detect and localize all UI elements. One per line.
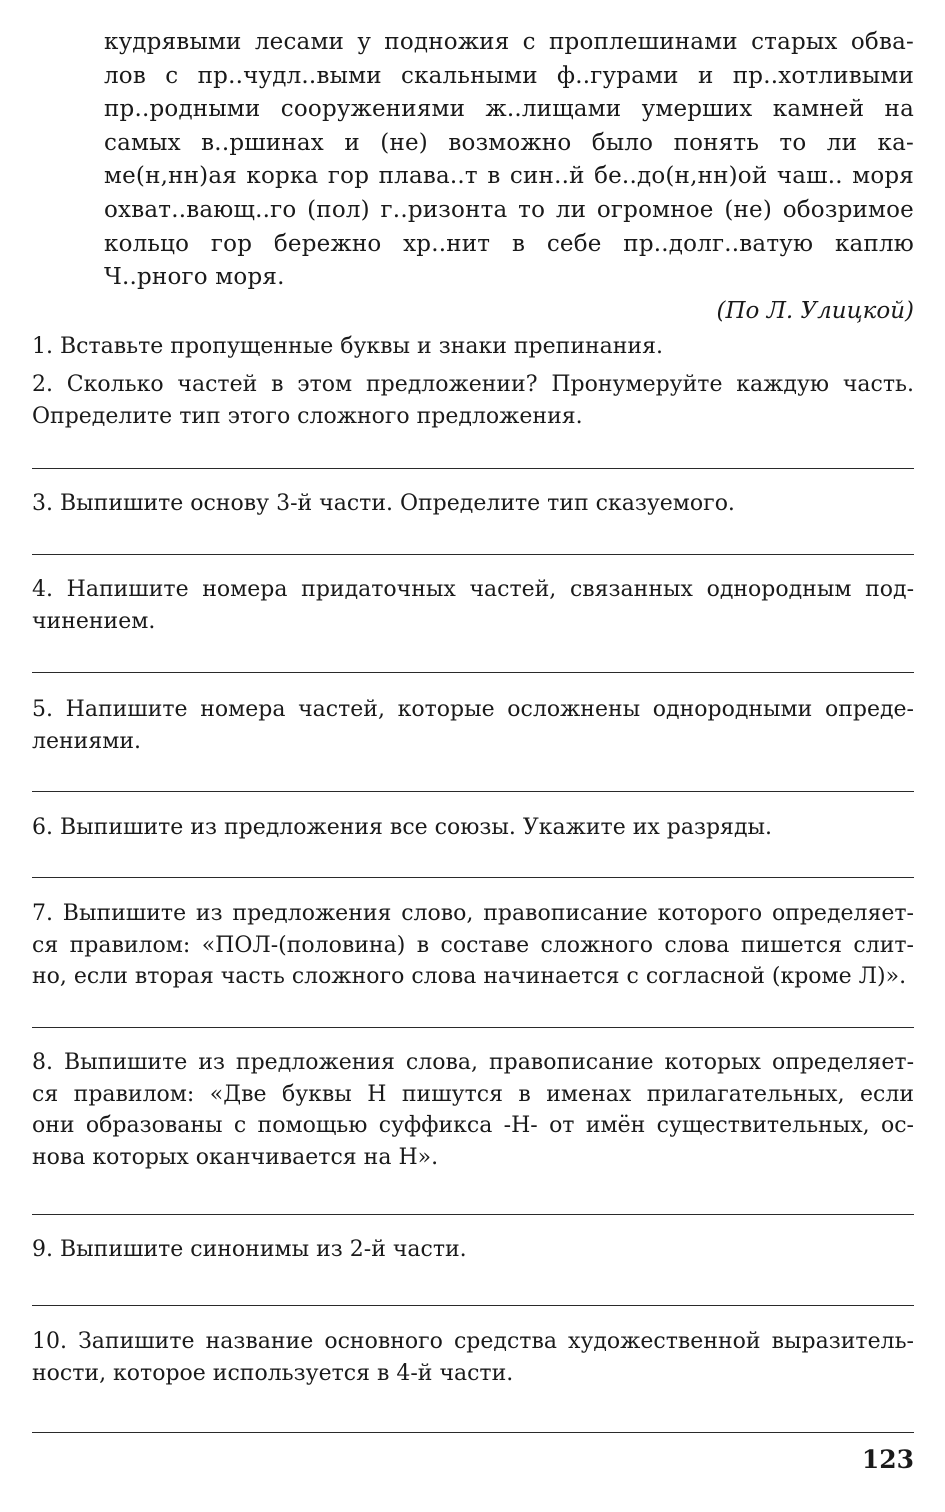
answer-line-8[interactable] (32, 1214, 914, 1215)
question-text: нова которых оканчивается на Н». (32, 1144, 439, 1170)
answer-line-9[interactable] (32, 1305, 914, 1306)
passage-line: кольцо гор бережно хр..нит в себе пр..долг..ватую каплю (104, 230, 914, 257)
passage-line: лов с пр..чудл..выми скальными ф..гурами и пр..хотливыми (104, 62, 914, 89)
question-text: 6. Выпишите из предложения все союзы. Укажите их разряды. (32, 815, 772, 840)
text-passage (104, 26, 914, 295)
question-text: 3. Выпишите основу 3-й части. Определите тип сказуемого. (32, 491, 735, 516)
question-text: 5. Напишите номера частей, которые осложнены однородными опреде- (32, 697, 914, 722)
passage-line: Ч..рного моря. (104, 264, 285, 291)
question-text: 2. Сколько частей в этом предложении? Пронумеруйте каждую часть. (32, 372, 914, 397)
question-6 (32, 812, 914, 844)
answer-line-6[interactable] (32, 877, 914, 878)
question-text: чинением. (32, 608, 156, 634)
question-text: 1. Вставьте пропущенные буквы и знаки препинания. (32, 334, 663, 359)
answer-line-7[interactable] (32, 1027, 914, 1028)
question-text: 8. Выпишите из предложения слова, правописание которых определяет- (32, 1050, 914, 1075)
question-text: они образованы с помощью суффикса -Н- от имён существительных, ос- (32, 1113, 914, 1138)
passage-line: кудрявыми лесами у подножия с проплешинами старых обва- (104, 29, 914, 55)
question-5 (32, 694, 914, 757)
question-text: Определите тип этого сложного предложения. (32, 403, 583, 429)
passage-line: ме(н,нн)ая корка гор плава..т в син..й бе..до(н,нн)ой чаш.. моря (104, 163, 914, 190)
passage-line: охват..вающ..го (пол) г..ризонта то ли огромное (не) обозримое (104, 196, 914, 223)
question-7 (32, 898, 914, 993)
question-text: но, если вторая часть сложного слова начинается с согласной (кроме Л)». (32, 964, 907, 989)
question-3 (32, 488, 914, 520)
question-text: 10. Запишите название основного средства художественной выразитель- (32, 1329, 914, 1354)
page-number: 123 (861, 1445, 914, 1474)
question-4 (32, 574, 914, 637)
passage-line: пр..родными сооружениями ж..лищами умерших камней на (104, 96, 914, 123)
question-text: 4. Напишите номера придаточных частей, связанных однородным под- (32, 577, 914, 602)
answer-line-5[interactable] (32, 791, 914, 792)
question-text: ности, которое используется в 4-й части. (32, 1360, 514, 1386)
answer-line-2[interactable] (32, 468, 914, 469)
question-9 (32, 1234, 914, 1266)
question-text: 7. Выпишите из предложения слово, правописание которого определяет- (32, 901, 914, 926)
answer-line-10[interactable] (32, 1432, 914, 1433)
question-text: ся правилом: «Две буквы Н пишутся в именах прилагательных, если (32, 1081, 914, 1107)
question-2 (32, 369, 914, 432)
answer-line-4[interactable] (32, 672, 914, 673)
question-text: ся правилом: «ПОЛ-(половина) в составе сложного слова пишется слит- (32, 932, 914, 958)
answer-line-3[interactable] (32, 554, 914, 555)
question-text: 9. Выпишите синонимы из 2-й части. (32, 1237, 467, 1262)
passage-line: самых в..ршинах и (не) возможно было понять то ли ка- (104, 129, 914, 156)
question-1 (32, 331, 914, 363)
question-10 (32, 1326, 914, 1389)
passage-attribution: (По Л. Улицкой) (716, 298, 914, 324)
question-text: лениями. (32, 728, 141, 754)
question-8 (32, 1047, 914, 1173)
